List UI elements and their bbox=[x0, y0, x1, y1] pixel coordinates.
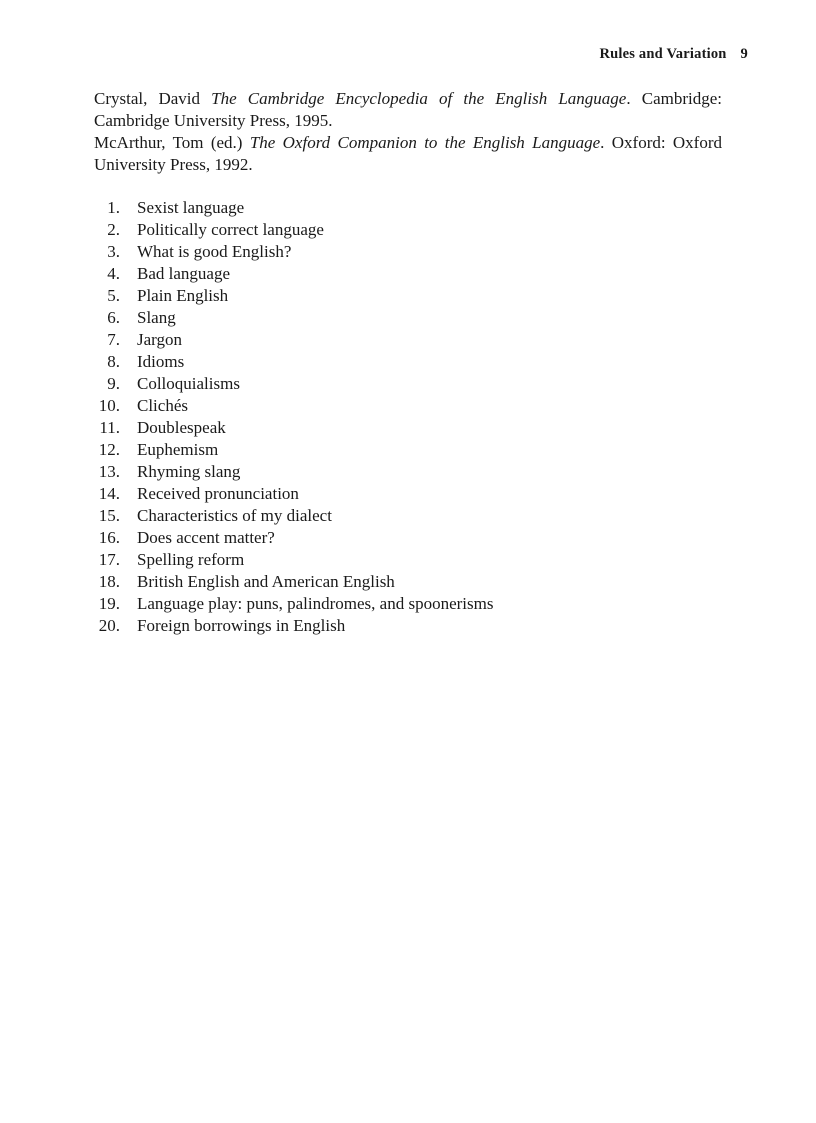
reference-entry: McArthur, Tom (ed.) The Oxford Companion to the English Language. Oxford: Oxford University Press, 1992. bbox=[94, 133, 723, 174]
list-item bbox=[94, 593, 722, 615]
further-reading bbox=[94, 88, 722, 176]
reference-title: The Cambridge Encyclopedia of the English Language bbox=[211, 89, 627, 108]
item-number: 17. bbox=[98, 550, 120, 569]
item-text: Jargon bbox=[137, 330, 183, 349]
item-number: 6. bbox=[107, 308, 120, 327]
reference-author: Crystal, David bbox=[94, 89, 201, 108]
list-item bbox=[94, 615, 722, 637]
item-number: 7. bbox=[107, 330, 120, 349]
item-number: 20. bbox=[98, 616, 120, 635]
item-text: Doublespeak bbox=[137, 418, 226, 437]
item-text: Spelling reform bbox=[137, 550, 245, 569]
list-item bbox=[94, 417, 722, 439]
item-number: 2. bbox=[107, 220, 120, 239]
topic-list bbox=[94, 197, 722, 637]
item-number: 18. bbox=[98, 572, 120, 591]
item-text: British English and American English bbox=[137, 572, 395, 591]
item-text: Slang bbox=[137, 308, 176, 327]
item-number: 16. bbox=[98, 528, 120, 547]
item-number: 5. bbox=[107, 286, 120, 305]
item-number: 9. bbox=[107, 374, 120, 393]
list-item bbox=[94, 395, 722, 417]
list-item bbox=[94, 373, 722, 395]
item-text: Received pronunciation bbox=[137, 484, 299, 503]
list-item bbox=[94, 527, 722, 549]
reference-publication: Cambridge: Cambridge University Press, 1995. bbox=[94, 89, 722, 130]
item-text: Clichés bbox=[137, 396, 188, 415]
item-text: Colloquialisms bbox=[137, 374, 240, 393]
reference-publication: Oxford: Oxford University Press, 1992. bbox=[94, 133, 723, 174]
list-item bbox=[94, 219, 722, 241]
item-number: 8. bbox=[107, 352, 120, 371]
item-text: Language play: puns, palindromes, and spoonerisms bbox=[137, 594, 494, 613]
list-item bbox=[94, 307, 722, 329]
item-text: Idioms bbox=[137, 352, 185, 371]
item-number: 15. bbox=[98, 506, 120, 525]
item-text: Rhyming slang bbox=[137, 462, 241, 481]
item-text: Euphemism bbox=[137, 440, 219, 459]
item-number: 1. bbox=[107, 198, 120, 217]
item-number: 12. bbox=[98, 440, 120, 459]
item-text: Sexist language bbox=[137, 198, 245, 217]
item-number: 4. bbox=[107, 264, 120, 283]
list-item bbox=[94, 197, 722, 219]
list-item bbox=[94, 329, 722, 351]
list-item bbox=[94, 285, 722, 307]
list-item bbox=[94, 505, 722, 527]
list-item bbox=[94, 263, 722, 285]
running-title: Rules and Variation bbox=[599, 46, 727, 62]
list-item bbox=[94, 549, 722, 571]
item-text: Bad language bbox=[137, 264, 230, 283]
item-text: Characteristics of my dialect bbox=[137, 506, 332, 525]
item-number: 10. bbox=[98, 396, 120, 415]
reference-entry: Crystal, David The Cambridge Encyclopedia of the English Language. Cambridge: Cambridge University Press, 1995. bbox=[94, 89, 722, 130]
reference-author: McArthur, Tom (ed.) bbox=[94, 133, 243, 152]
item-text: Politically correct language bbox=[137, 220, 324, 239]
list-item bbox=[94, 241, 722, 263]
list-item bbox=[94, 351, 722, 373]
item-text: Foreign borrowings in English bbox=[137, 616, 346, 635]
item-text: Plain English bbox=[137, 286, 229, 305]
reference-title: The Oxford Companion to the English Language bbox=[249, 133, 601, 152]
item-number: 19. bbox=[98, 594, 120, 613]
item-number: 3. bbox=[107, 242, 120, 261]
item-number: 13. bbox=[98, 462, 120, 481]
item-text: Does accent matter? bbox=[137, 528, 275, 547]
list-item bbox=[94, 439, 722, 461]
list-item bbox=[94, 461, 722, 483]
list-item bbox=[94, 571, 722, 593]
item-text: What is good English? bbox=[137, 242, 292, 261]
page-number: 9 bbox=[740, 46, 748, 62]
list-item bbox=[94, 483, 722, 505]
item-number: 14. bbox=[98, 484, 120, 503]
running-head bbox=[599, 46, 748, 63]
item-number: 11. bbox=[99, 418, 120, 437]
